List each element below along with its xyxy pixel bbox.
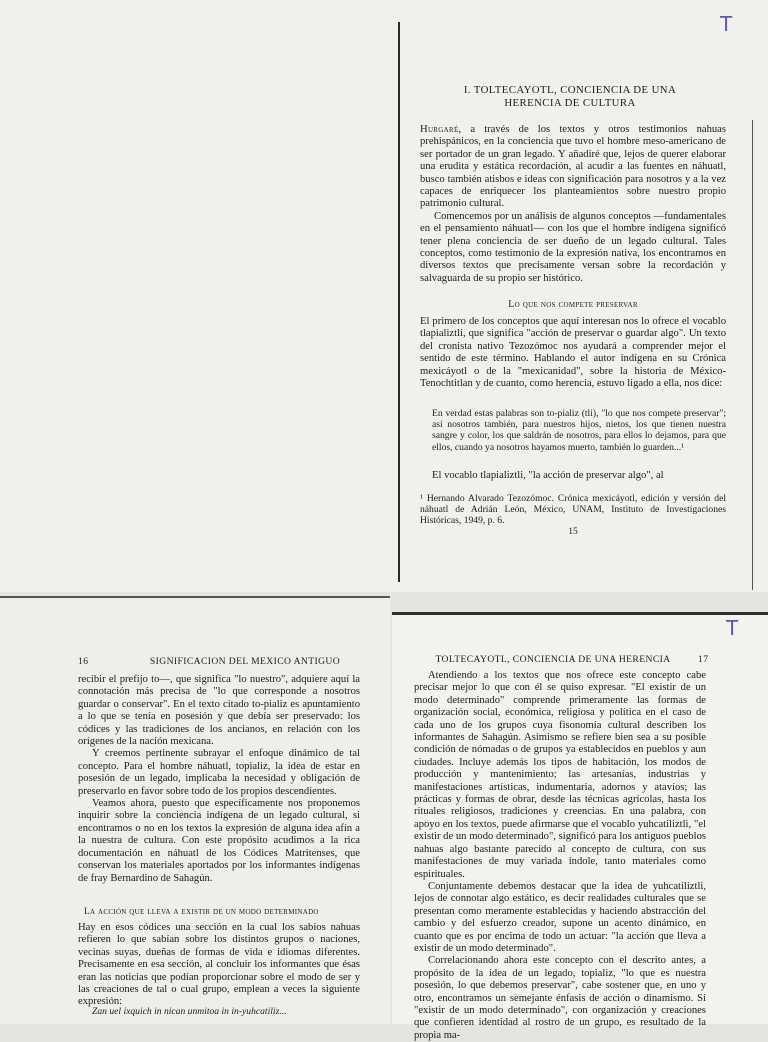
- right-page-edge: [752, 120, 753, 590]
- paragraph-2: Conjuntamente debemos destacar que la idea de yuhcatiliztli, lejos de connotar algo estático, es decir realidades culturales que se presentan como meramente establecidas y haciendo abstracción del cambio y del esfuerzo creador, supone un acento dinámico, en cuanto que es por encima de todo un actuar: "la acción que lleva a existir de un modo determinado".: [414, 880, 706, 954]
- intro-paragraph-1-text: , a través de los textos y otros testimonios nahuas prehispánicos, en la conciencia que tuvo el hombre meso-americano de ser portador de un gran legado. Y añadiré que, lejos de querer elaborar una erudita y estática recordación, al acudir a las fuentes en náhuatl, busco también atisbos e ideas con significación para nosotros y a la vez capaces de enriquecer los planteamientos sobre nuestro propio patrimonio cultural.: [420, 124, 726, 210]
- running-head: SIGNIFICACION DEL MEXICO ANTIGUO: [149, 656, 341, 667]
- paragraph-1: Atendiendo a los textos que nos ofrece este concepto cabe precisar mejor lo que con él se quiso expresar. "El existir de un modo determinado" comprende primeramente las formas de organización social, económica, religiosa y política en el caso de cada uno de los grupos cuya fisonomía cultural describen los informantes de Sahagún. Asimismo se refiere bien sea a su posible condición de nómadas o de grupos ya establecidos en pueblos y aun ciudades. Incluye además los tipos de habitación, los modos de producción y mantenimiento; las artesanías, industrias y manifestaciones artísticas, indumentaria, adornos y atavíos; las prácticas y formas de obrar, desde las técnicas agrícolas, hasta los rituales religiosos, tradiciones y creencias. En una palabra, con apoyo en los textos, puede afirmarse que el vocablo yuhcatiliztli, "el existir de un modo determinado", significó para los antiguos pueblos nahuas algo bastante parecido al concepto de cultura, con sus manifestaciones de muy variada índole, tanto materiales como espirituales.: [414, 670, 706, 880]
- left-text-2: [78, 922, 360, 1009]
- chapter-title-line-2: HERENCIA DE CULTURA: [504, 97, 636, 109]
- paragraph-3: Veamos ahora, puesto que específicamente nos proponemos inquirir sobre la conciencia indígena de un legado cultural, si encontramos o no en los textos la expresión de alguna idea afín a la nuestra de cultura. Con este propósito acudimos a la rica documentación en náhuatl de los Códices Matritenses, que conservan los materiales aportados por los informantes indígenas de fray Bernardino de Sahagún.: [78, 798, 360, 884]
- paragraph-1: recibir el prefijo to—, que significa "lo nuestro", adquiere aquí la connotación más precisa de "lo que corresponde a nosotros guardar o conservar". En el texto citado to-pializ es apuntamiento a lo que se tenía en posesión y que debía ser preservado: los códices y las tradiciones de los ancianos, en relación con los orígenes de la nación mexicana.: [78, 674, 360, 748]
- page-number: 17: [698, 654, 709, 665]
- paragraph-2: Y creemos pertinente subrayar el enfoque dinámico de tal concepto. Para el hombre náhuatl, topializ, la idea de estar en posesión de un legado, implicaba la necesidad y obligación de preservarlo en favor sobre todo de los propios descendientes.: [78, 748, 360, 797]
- handwritten-mark: T: [726, 616, 739, 640]
- section-heading: La acción que lleva a existir de un modo determinado: [84, 907, 319, 917]
- intro-text: [420, 124, 726, 285]
- handwritten-mark: T: [720, 12, 733, 36]
- right-page: [392, 612, 768, 1041]
- paragraph-3: Correlacionando ahora este concepto con el descrito antes, a propósito de la idea de un legado, topializ, "lo que es nuestra posesión, lo que debemos preservar", cabe sostener que, en uno y otro, encontramos un semejante énfasis de acción o dinamismo. Si "existir de un modo determinado", con organización y creaciones que confieren identidad al rostro de un grupo, es resultado de la propia ma-: [414, 955, 706, 1041]
- gutter-line: [398, 22, 400, 582]
- paragraph-4: Hay en esos códices una sección en la cual los sabios nahuas refieren lo que sabían sobre los distintos grupos o naciones, vecinas suyas, dueñas de formas de vida e idiomas diferentes. Precisamente en esa sección, al concluir los informantes que ésas eran las noticias que podían proporcionar sobre el modo de ser y las creaciones de tal o cual grupo, emplean a veces la siguiente expresión:: [78, 922, 360, 1008]
- running-head: TOLTECAYOTL, CONCIENCIA DE UNA HERENCIA: [435, 654, 671, 665]
- footnote: ¹ Hernando Alvarado Tezozómoc. Crónica mexicáyotl, edición y versión del náhuatl de Adrián León, México, UNAM, Instituto de Investigaciones Históricas, 1949, p. 6.: [420, 493, 726, 527]
- block-quote: Zan uel ixquich in nican unmitoa in in-yuhcatiliz...: [92, 1006, 287, 1017]
- intro-paragraph-2: Comencemos por un análisis de algunos conceptos —fundamentales en el pensamiento náhuatl— con los que el hombre indígena significó tener plena conciencia de ser dueño de un legado cultural. Tales conceptos, como testimonio de la expresión nativa, los encontramos en diversos textos que precisamente versan sobre la recordación y salvaguarda de su propio ser histórico.: [420, 210, 726, 284]
- right-text: [414, 670, 706, 1042]
- top-edge-line: [0, 596, 390, 598]
- continuation-line: El vocablo tlapializtli, "la acción de preservar algo", al: [432, 470, 664, 481]
- block-quote: En verdad estas palabras son to-pializ (tli), "lo que nos compete preservar"; así nosotros también, para nuestros hijos, nietos, los que tienen nuestra sangre y color, los que saldrán de nosotros, para ellos lo dejamos, para que ellos, cuando ya nosotros hayamos muerto, también lo guarden...¹: [432, 408, 726, 453]
- section-heading: Lo que nos compete preservar: [508, 299, 638, 310]
- top-edge-line: [392, 612, 768, 615]
- page-number: 15: [568, 526, 578, 537]
- section-text: [420, 316, 726, 390]
- chapter-title-line-1: I. TOLTECAYOTL, CONCIENCIA DE UNA: [463, 84, 677, 96]
- intro-first-word: Hurgaré: [420, 124, 459, 135]
- section-paragraph-1: El primero de los conceptos que aquí interesan nos lo ofrece el vocablo tlapializtli, que significa "acción de preservar o guardar algo". Un texto del cronista nativo Tezozómoc nos ayudará a comprender mejor el sentido de este término. Hablando el autor indígena en su Crónica mexicáyotl o de la "mexicanidad", sobre la historia de México-Tenochtitlan y de cuanto, como herencia, estuvo ligado a ella, nos dice:: [420, 316, 726, 390]
- chapter-title: [420, 84, 720, 110]
- left-page: [0, 596, 390, 1024]
- intro-paragraph-1: [420, 124, 726, 211]
- page-number: 16: [78, 656, 89, 667]
- left-text: [78, 674, 360, 885]
